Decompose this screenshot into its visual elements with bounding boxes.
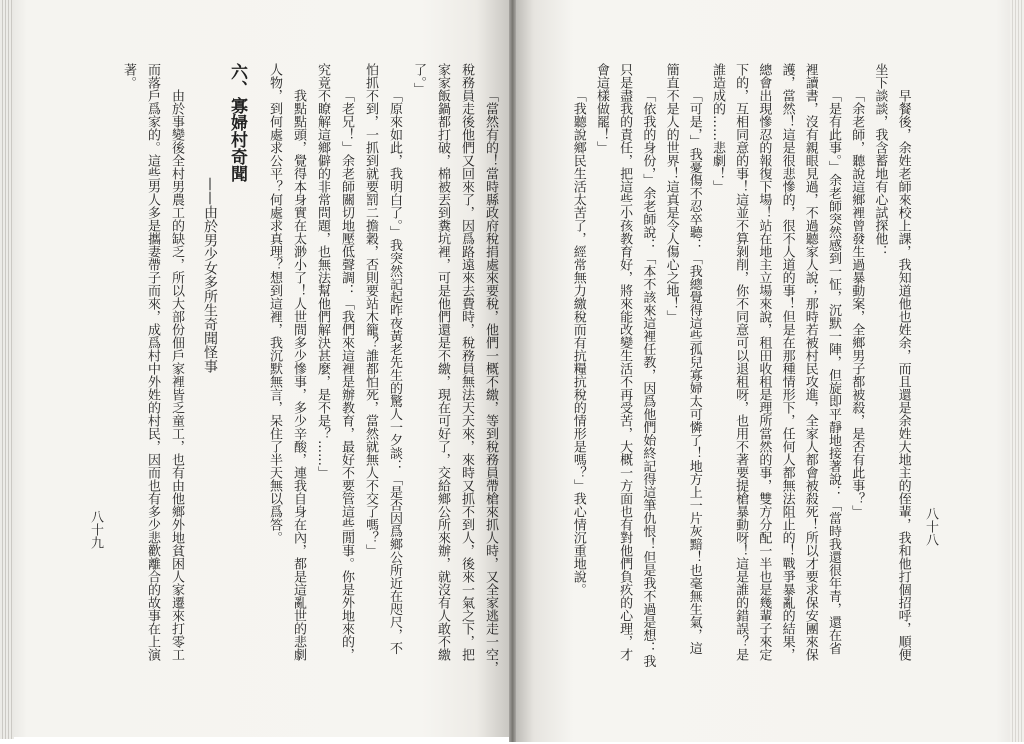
paragraph — [310, 63, 358, 683]
text-column: 會這樣做罷！」 — [593, 63, 609, 154]
right-page-text — [567, 63, 915, 683]
text-column: 坐下談談，我含蓄地有心試探他： — [872, 63, 888, 258]
text-column: 「老兄！」余老師關切地壓低聲調：「我們來這裡是辦教育，最好不要管這些閒事。你是外地來的， — [339, 89, 354, 661]
paragraph — [845, 63, 868, 683]
text-column: 人物，到何處求公平？何處求真理？想到這裡，我沉默無言，呆住了半天無以爲答。 — [267, 63, 282, 544]
left-page-text — [116, 63, 502, 683]
text-column: 究竟不瞭解這鄉僻的非常問題，也無法幫他們解決甚麼，是不是？……」 — [315, 63, 330, 479]
text-column: 總會出現慘忍的報復下場！站在地主立場來說，租田收租是理所當然的事，雙方分配一半也是幾輩子來定 — [756, 63, 772, 661]
paragraph — [706, 63, 845, 683]
text-column: 護，當然！這是很悲慘的，很不人道的事！但是在那種情形下，任何人都無法阻止的！戰爭暴亂的結果， — [779, 63, 795, 661]
paragraph — [116, 63, 188, 683]
right-page — [514, 0, 1011, 742]
paragraph — [567, 63, 590, 683]
text-column: 「當然有的！當時縣政府稅捐處來要稅，他們一概不繳，等到稅務員帶槍來抓人時，又全家逃走一空， — [483, 89, 498, 674]
section-heading: 六、寡婦村奇聞 — [227, 63, 247, 182]
text-column: 了。」 — [411, 63, 426, 96]
page-number: 八十九 — [88, 510, 103, 549]
text-column: 誰造成的……悲劇！」 — [709, 63, 725, 193]
text-column: 早餐後，余姓老師來校上課，我知道他也姓余，而且還是余姓大地主的侄輩，我和他打個招呼，順便 — [895, 89, 911, 661]
text-column: 只是盡我的責任，把這些小孩教育好，將來能改變生活不再受苦，大概一方面也有對他們負疚的心理，才 — [617, 63, 633, 661]
text-column: 「我聽說鄉民生活太苦了，經常無力繳稅而有抗糧抗稅的情形是嗎？」我心情沉重地說。 — [570, 89, 586, 596]
paragraph — [590, 63, 660, 683]
paragraph — [659, 63, 705, 683]
text-column: 下的，互相同意的事！這並不算剝削，你不同意可以退租呀，也用不著要提槍暴動呀！這是誰的錯誤？是 — [733, 63, 749, 661]
text-column: 「可是，」我憂傷不忍卒聽：「我總覺得這些孤兒寡婦太可憐了！地方上一片灰黯！也毫無生氣，這 — [686, 89, 702, 655]
text-column: 「依我的身份，」余老師說：「本不該來這裡任教，因爲他們始終記得這筆仇恨！但是我不過是想：我 — [640, 89, 656, 668]
page-edges-right — [1010, 0, 1024, 742]
text-column: 我點點頭，覺得本身實在太渺小了！人世間多少慘事，多少辛酸，連我自身在內，都是這亂世的悲劇 — [291, 89, 306, 661]
text-column: 著。 — [121, 63, 136, 89]
paragraph — [406, 63, 502, 683]
paragraph — [358, 63, 406, 683]
text-column: 稅務員走後他們又回來了，因爲路遠來去費時，稅務員無法天天來，來時又抓不到人，後來一氣之下，把 — [459, 63, 474, 661]
gutter-shadow — [509, 0, 516, 742]
left-page — [12, 0, 512, 737]
text-column: 怕抓不到，一抓到就要罰二擔穀，否則要站木籠？誰都怕死，當然就無人不交了嗎？」 — [363, 63, 378, 557]
paragraph — [868, 63, 914, 683]
text-column: 家家飯鍋都打破，棉被丟到糞坑裡，可是他們還是不繳，現在可好了，交給鄉公所來辦，就沒有人敢不繳 — [435, 63, 450, 661]
paragraph — [262, 63, 310, 683]
text-column: 「是有此事。」余老師突然感到一怔，沉默一陣，但旋即平靜地接著說：「當時我還很年青，還在省 — [825, 89, 841, 655]
text-column: 簡直不是人的世界！這真是令人傷心之地！」 — [663, 63, 679, 323]
text-column: 而落戶爲家的。這些男人多是攜妻帶子而來，成爲村中外姓的村民，因而也有多少悲歡離合的故事在上演 — [145, 63, 160, 661]
text-column: 由於事變後全村男農工的缺乏，所以大部份佃戶家裡皆乏童工，也有由他鄉外地貧困人家遷來打零工 — [169, 89, 184, 661]
text-column: 「原來如此，我明白了。」我突然記起昨夜黃老先生的驚人一夕談：「是否因爲鄉公所近在咫尺，不 — [387, 89, 402, 655]
section-subheading: ——由於男少女多所生奇聞怪事 — [202, 177, 218, 373]
page-number: 八十八 — [923, 507, 938, 546]
text-column: 「余老師，聽說這鄉裡曾發生過暴動案，全鄉男子都被殺，是否有此事？」 — [849, 89, 865, 518]
text-column: 裡讀書，沒有親眼見過，不過聽家人說；那時若被村民攻進，全家人都會被殺死！所以才要求保安團來保 — [802, 63, 818, 661]
